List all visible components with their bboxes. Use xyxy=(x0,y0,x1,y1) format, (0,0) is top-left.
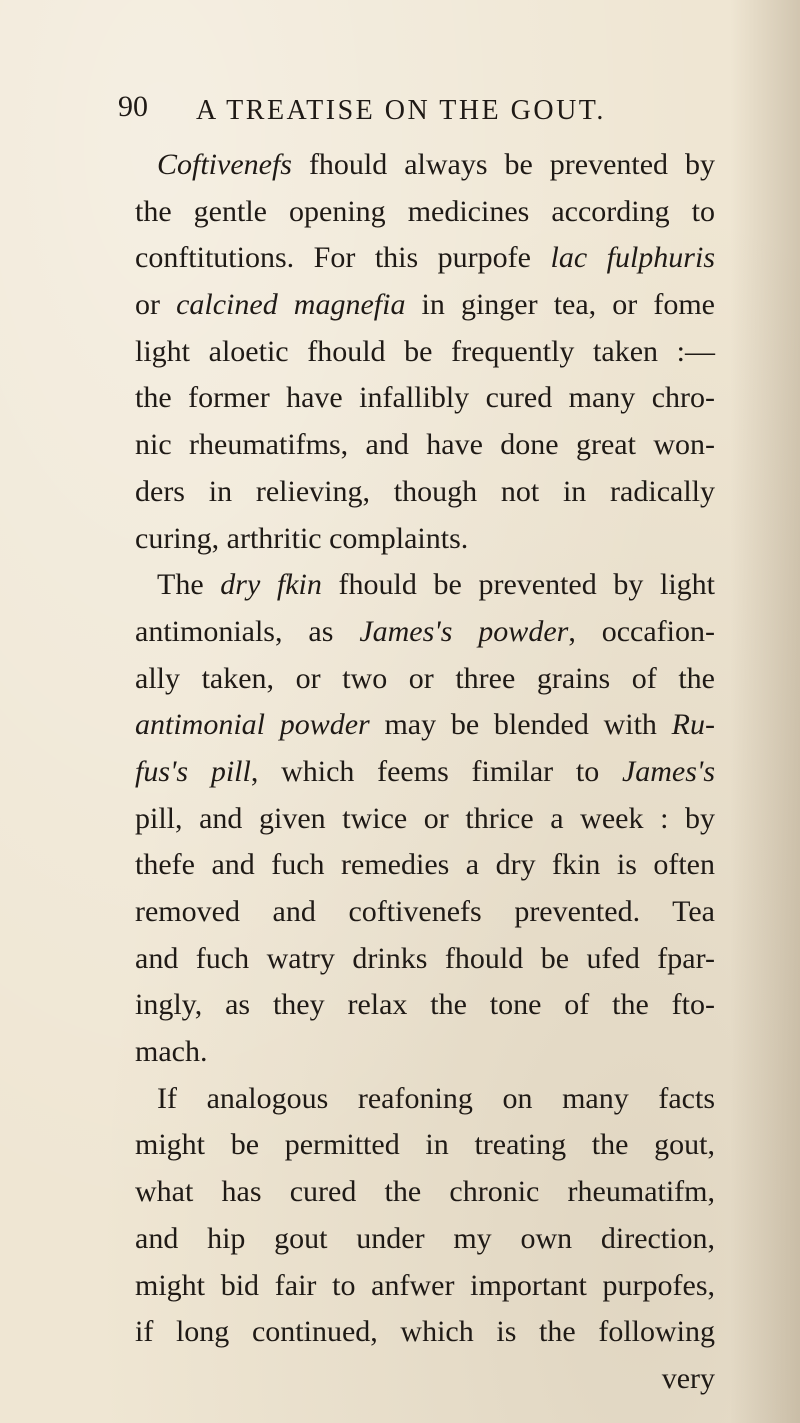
text-line: if long continued, which is the following xyxy=(135,1315,715,1349)
text-line: Coftivenefs fhould always be prevented by xyxy=(157,148,715,181)
italic-term: calcined magnefia xyxy=(176,288,406,322)
text-line: ders in relieving, though not in radically xyxy=(135,474,715,508)
page-header xyxy=(118,90,678,140)
running-head: A TREATISE ON THE GOUT. xyxy=(196,95,606,126)
text-line: antimonial powder may be blended with Ru- xyxy=(135,708,715,742)
text-line: what has cured the chronic rheumatifm, xyxy=(135,1175,715,1209)
italic-term: Coftivenefs xyxy=(157,148,292,181)
text-line: thefe and fuch remedies a dry fkin is often xyxy=(135,848,715,882)
text-line: The dry fkin fhould be prevented by light xyxy=(157,568,716,602)
italic-term: antimonial powder xyxy=(135,708,370,742)
text-line: mach. xyxy=(135,1035,208,1069)
italic-term: lac fulphuris xyxy=(550,241,715,275)
page-gutter-shadow xyxy=(730,0,800,1423)
page-number: 90 xyxy=(118,90,148,123)
text-line: and fuch watry drinks fhould be ufed fpar- xyxy=(135,941,715,975)
text-line: ingly, as they relax the tone of the fto- xyxy=(135,988,715,1022)
text-line: conftitutions. For this purpofe lac fulphuris xyxy=(135,241,715,275)
italic-term: fus's pill xyxy=(135,754,251,788)
text-line: curing, arthritic complaints. xyxy=(135,521,469,555)
text-line: pill, and given twice or thrice a week : by xyxy=(135,801,715,835)
italic-term: Ru- xyxy=(671,708,715,742)
text-line: the gentle opening medicines according to xyxy=(135,194,715,228)
italic-term: James's xyxy=(621,754,715,788)
text-line: the former have infallibly cured many chro- xyxy=(135,381,715,415)
text-line: or calcined magnefia in ginger tea, or fome xyxy=(135,288,715,322)
text-line: might be permitted in treating the gout, xyxy=(135,1128,715,1162)
text-line: antimonials, as James's powder, occafion- xyxy=(135,614,715,648)
text-line: fus's pill, which feems fimilar to James's xyxy=(135,754,715,788)
text-line: nic rheumatifms, and have done great won- xyxy=(135,428,715,462)
text-line: light aloetic fhould be frequently taken :— xyxy=(135,334,715,368)
body-text xyxy=(135,142,715,1403)
catchword: very xyxy=(661,1361,715,1395)
text-line: ally taken, or two or three grains of the xyxy=(135,661,715,695)
italic-term: dry fkin xyxy=(220,568,322,602)
italic-term: James's powder xyxy=(359,614,569,648)
text-line: might bid fair to anfwer important purpofes, xyxy=(135,1268,715,1302)
text-line: and hip gout under my own direction, xyxy=(135,1221,715,1255)
text-line: removed and coftivenefs prevented. Tea xyxy=(135,895,715,928)
text-line: If analogous reafoning on many facts xyxy=(157,1081,715,1115)
